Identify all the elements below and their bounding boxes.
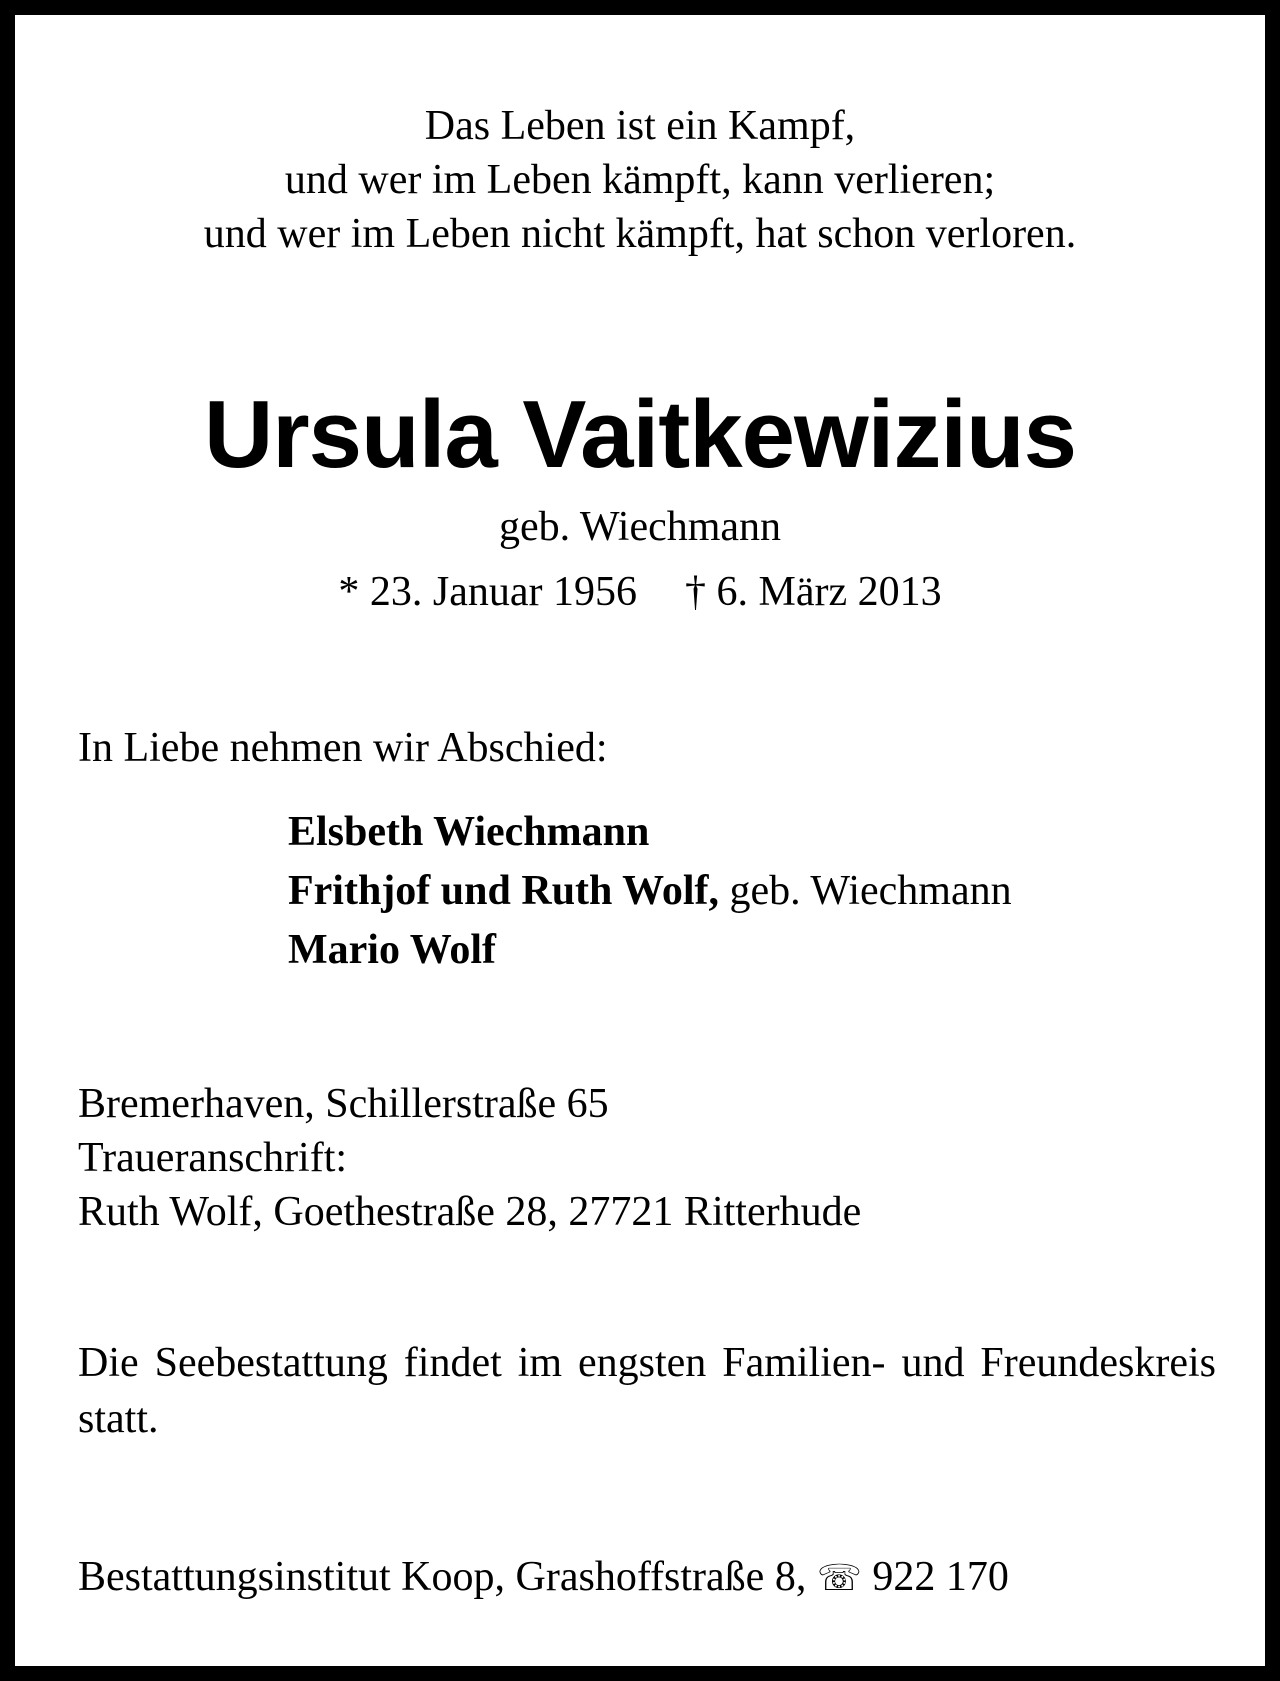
- mourning-address-label: Traueranschrift:: [78, 1135, 348, 1181]
- mourner-entry: [288, 862, 1012, 921]
- mourner-name: Frithjof und Ruth Wolf,: [288, 868, 719, 914]
- farewell-line: In Liebe nehmen wir Abschied:: [78, 725, 608, 771]
- undertaker-phone: 922 170: [872, 1554, 1009, 1600]
- mourner-name: Mario Wolf: [288, 927, 497, 973]
- mourner-name: Elsbeth Wiechmann: [288, 809, 650, 855]
- burial-note: Die Seebestattung findet im engsten Familien- und Freundeskreis statt.: [78, 1340, 1216, 1442]
- mourning-address: Ruth Wolf, Goethestraße 28, 27721 Ritterhude: [78, 1189, 862, 1235]
- deceased-name: Ursula Vaitkewizius: [203, 381, 1077, 488]
- death-date: † 6. März 2013: [685, 569, 942, 615]
- mourner-note: geb. Wiechmann: [718, 868, 1012, 914]
- address-block: [78, 1077, 861, 1239]
- mourners-list: [288, 803, 1012, 980]
- verse-line: Das Leben ist ein Kampf,: [424, 103, 856, 149]
- undertaker-line: [78, 1550, 1009, 1606]
- residence: Bremerhaven, Schillerstraße 65: [78, 1081, 609, 1127]
- telephone-icon: ☏: [816, 1558, 862, 1599]
- undertaker-text: Bestattungsinstitut Koop, Grashoffstraße 8,: [78, 1554, 807, 1600]
- mourner-entry: [288, 803, 1012, 862]
- life-dates: [15, 565, 1265, 619]
- birth-date: * 23. Januar 1956: [338, 569, 637, 615]
- mourner-entry: [288, 921, 1012, 980]
- verse-line: und wer im Leben kämpft, kann verlieren;: [284, 157, 996, 203]
- verse-line: und wer im Leben nicht kämpft, hat schon verloren.: [203, 211, 1077, 257]
- verse: [15, 99, 1265, 261]
- maiden-name: geb. Wiechmann: [498, 504, 782, 550]
